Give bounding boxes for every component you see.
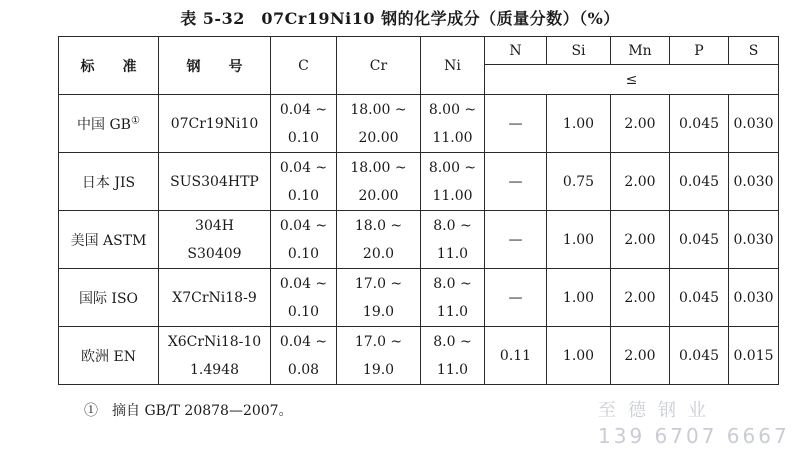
table-row <box>59 327 779 385</box>
cell-ni-line: 11.0 <box>436 303 469 320</box>
cell-cr-line: 20.0 <box>362 245 395 262</box>
standard-label: 美国 ASTM <box>70 232 147 249</box>
cell-cr <box>337 153 421 211</box>
cell-grade <box>159 269 271 327</box>
cell-c <box>271 327 337 385</box>
cell-cr-line: 20.00 <box>358 187 399 204</box>
cell-s: 0.030 <box>729 95 779 153</box>
header-si: Si <box>547 37 611 65</box>
cell-c <box>271 95 337 153</box>
cell-ni <box>421 95 485 153</box>
cell-mn: 2.00 <box>611 153 670 211</box>
cell-p: 0.045 <box>670 153 729 211</box>
watermark-phone: 139 6707 6667 <box>598 424 790 448</box>
cell-si: 0.75 <box>547 153 611 211</box>
cell-p: 0.045 <box>670 269 729 327</box>
cell-cr <box>337 95 421 153</box>
cell-cr-line: 19.0 <box>362 303 395 320</box>
cell-ni-line: 8.0 ~ <box>433 275 472 292</box>
cell-c <box>271 269 337 327</box>
cell-cr <box>337 211 421 269</box>
cell-s: 0.030 <box>729 153 779 211</box>
cell-ni-line: 8.0 ~ <box>433 333 472 350</box>
cell-ni-line: 8.00 ~ <box>428 159 477 176</box>
cell-c-line: 0.04 ~ <box>279 217 328 234</box>
cell-c-line: 0.10 <box>287 129 320 146</box>
table-row <box>59 95 779 153</box>
cell-standard <box>59 327 159 385</box>
cell-mn: 2.00 <box>611 327 670 385</box>
cell-standard <box>59 269 159 327</box>
header-standard: 标 准 <box>59 37 159 95</box>
header-n: N <box>485 37 547 65</box>
cell-si: 1.00 <box>547 95 611 153</box>
header-p: P <box>670 37 729 65</box>
cell-cr-line: 18.00 ~ <box>350 101 407 118</box>
cell-c-line: 0.10 <box>287 187 320 204</box>
header-ni: Ni <box>421 37 485 95</box>
table-row <box>59 211 779 269</box>
cell-c-line: 0.04 ~ <box>279 333 328 350</box>
header-max-symbol: ≤ <box>485 65 779 95</box>
cell-si: 1.00 <box>547 327 611 385</box>
cell-c <box>271 153 337 211</box>
cell-cr-line: 20.00 <box>358 129 399 146</box>
cell-si: 1.00 <box>547 211 611 269</box>
standard-label: 日本 JIS <box>81 174 136 191</box>
cell-cr-line: 18.00 ~ <box>350 159 407 176</box>
cell-cr-line: 17.0 ~ <box>354 333 403 350</box>
cell-ni-line: 11.00 <box>432 187 473 204</box>
cell-c-line: 0.08 <box>287 361 320 378</box>
cell-ni <box>421 153 485 211</box>
cell-cr-line: 18.0 ~ <box>354 217 403 234</box>
standard-label: 中国 GB <box>77 116 131 133</box>
cell-c-line: 0.04 ~ <box>279 275 328 292</box>
cell-grade-line: X7CrNi18-9 <box>172 289 257 306</box>
cell-p: 0.045 <box>670 211 729 269</box>
cell-n: — <box>485 95 547 153</box>
header-cr: Cr <box>337 37 421 95</box>
header-mn: Mn <box>611 37 670 65</box>
cell-c-line: 0.10 <box>287 303 320 320</box>
cell-grade-line: 07Cr19Ni10 <box>170 115 259 132</box>
cell-cr <box>337 327 421 385</box>
cell-mn: 2.00 <box>611 211 670 269</box>
table-body <box>59 95 779 385</box>
cell-grade-line: SUS304HTP <box>170 173 259 190</box>
cell-ni <box>421 211 485 269</box>
cell-n: — <box>485 269 547 327</box>
header-s: S <box>729 37 779 65</box>
cell-n: 0.11 <box>485 327 547 385</box>
cell-ni-line: 11.00 <box>432 129 473 146</box>
cell-c-line: 0.04 ~ <box>279 159 328 176</box>
cell-c-line: 0.04 ~ <box>279 101 328 118</box>
cell-mn: 2.00 <box>611 269 670 327</box>
cell-standard <box>59 211 159 269</box>
cell-grade <box>159 327 271 385</box>
cell-c-line: 0.10 <box>287 245 320 262</box>
cell-s: 0.030 <box>729 269 779 327</box>
table-row <box>59 269 779 327</box>
cell-c <box>271 211 337 269</box>
cell-grade-line: X6CrNi18-10 <box>167 333 262 350</box>
cell-grade <box>159 95 271 153</box>
cell-n: — <box>485 211 547 269</box>
cell-ni <box>421 269 485 327</box>
cell-cr-line: 19.0 <box>362 361 395 378</box>
cell-cr-line: 17.0 ~ <box>354 275 403 292</box>
header-grade: 钢 号 <box>159 37 271 95</box>
standard-label: 欧洲 EN <box>81 348 136 365</box>
cell-p: 0.045 <box>670 327 729 385</box>
footnote-marker: ① <box>130 114 140 126</box>
cell-s: 0.030 <box>729 211 779 269</box>
cell-ni-line: 11.0 <box>436 361 469 378</box>
cell-p: 0.045 <box>670 95 729 153</box>
chemical-composition-table <box>58 36 779 385</box>
cell-mn: 2.00 <box>611 95 670 153</box>
cell-cr <box>337 269 421 327</box>
cell-ni-line: 8.0 ~ <box>433 217 472 234</box>
cell-n: — <box>485 153 547 211</box>
cell-grade-line: 1.4948 <box>190 361 239 378</box>
cell-grade-line: S30409 <box>187 245 242 262</box>
footnote: ① 摘自 GB/T 20878—2007。 <box>84 403 293 419</box>
cell-ni-line: 11.0 <box>436 245 469 262</box>
watermark <box>598 396 790 448</box>
table-title: 表 5-32 07Cr19Ni10 钢的化学成分（质量分数）（%） <box>180 9 620 28</box>
standard-label: 国际 ISO <box>78 290 139 307</box>
watermark-company: 至德钢业 <box>598 400 718 421</box>
header-c: C <box>271 37 337 95</box>
cell-ni-line: 8.00 ~ <box>428 101 477 118</box>
cell-s: 0.015 <box>729 327 779 385</box>
cell-standard <box>59 95 159 153</box>
cell-grade <box>159 153 271 211</box>
table-row <box>59 153 779 211</box>
cell-grade-line: 304H <box>195 217 234 234</box>
cell-standard <box>59 153 159 211</box>
cell-grade <box>159 211 271 269</box>
cell-ni <box>421 327 485 385</box>
cell-si: 1.00 <box>547 269 611 327</box>
